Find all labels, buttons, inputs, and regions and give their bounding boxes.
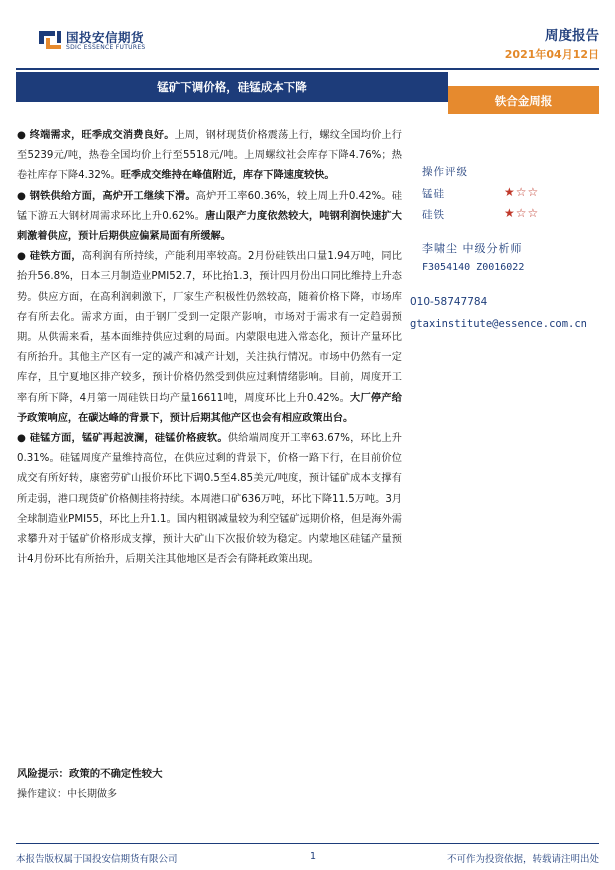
paragraph-steel-supply <box>17 187 402 248</box>
rating-name-fesi: 硅铁 <box>422 209 445 221</box>
paragraph-segment: 唐山限产力度依然较大，吨钢利润快速扩大刺激着供应，预计后期供应偏紧局面有所缓解。 <box>17 210 402 243</box>
rating-name-simn: 锰硅 <box>422 188 445 200</box>
rating-stars-simn: ★☆☆ <box>504 185 540 199</box>
paragraph-segment: ● 终端需求，旺季成交消费良好。 <box>17 130 175 141</box>
paragraph-silicomanganese <box>17 429 402 570</box>
rating-stars-fesi: ★☆☆ <box>504 206 540 220</box>
analyst-name: 李啸尘 中级分析师 <box>422 242 523 255</box>
contact-phone: 010-58747784 <box>410 296 488 308</box>
paragraph-segment: 高利润有所持续，产能利用率较高。2月份硅铁出口量1.94万吨，同比抬升56.8%，日本三月制造业PMI52.7，环比抬1.3，预计四月份出口同比维持上升态势。供应方面，在高利润刺激下，厂家生产积极性仍然较高，随着价格下降，市场库存有所去化。需求方面，由于钢厂受到一定限产影响，市场对于需求有一定趋弱预期。从供需来看，基本面维持供应过剩的局面。内蒙限电进入常态化，预计产量环比有所抬升。其他主产区有一定的减产和减产计划，关注执行情况。市场中仍然有一定库存，且宁夏地区排产较多，预计价格仍然受到供应过剩情绪影响。目前，周度开工率有所下降，4月第一周硅铁日均产量16611吨，周度环比上升0.42%。 <box>17 251 402 404</box>
analyst-certificate: F3054140 Z0016022 <box>422 262 525 273</box>
paragraph-segment: 供给端周度开工率63.67%，环比上升0.31%。硅锰周度产量维持高位，在供应过剩的背景下，价格一路下行，在目前价位成交有所好转，康密劳矿山报价环比下调0.5至4.85美元/吨度，预计锰矿成本支撑有所走弱，港口现货矿价格侧挂将持续。本周港口矿636万吨，环比下降11.5万吨。3月全球制造业PMI55，环比上升1.1。国内粗钢减量较为利空锰矿远期价格，但是海外需求攀升对于锰矿价格形成支撑，预计大矿山下次报价较为稳定。内蒙地区硅锰产量预计4月份环比有所抬升，后期关注其他地区是否会有降耗政策出现。 <box>17 433 402 566</box>
report-body <box>17 126 402 570</box>
paragraph-segment: ● 钢铁供给方面，高炉开工继续下滑。 <box>17 190 196 202</box>
report-type: 周度报告 <box>545 28 599 44</box>
logo-name-en: SDIC ESSENCE FUTURES <box>66 44 146 51</box>
side-tab-label: 铁合金周报 <box>494 94 553 108</box>
paragraph-segment: 高炉开工率60.36%，较上周上升0.42%。硅锰下游五大钢材周需求环比上升0.62%。 <box>17 190 402 222</box>
logo-name-cn: 国投安信期货 <box>66 30 145 45</box>
contact-email[interactable]: gtaxinstitute@essence.com.cn <box>410 318 588 330</box>
paragraph-segment: 旺季成交维持在峰值附近，库存下降速度较快。 <box>120 170 335 182</box>
paragraph-segment: 上周，钢材现货价格震荡上行，螺纹全国均价上行至5239元/吨，热卷全国均价上行至5518元/吨。上周螺纹社会库存下降4.76%；热卷社库存下降4.32%。 <box>17 130 402 182</box>
company-logo-icon <box>38 28 62 50</box>
report-date: 2021年04月12日 <box>504 48 599 61</box>
paragraph-segment: ● 硅锰方面，锰矿再起波澜，硅锰价格疲软。 <box>17 433 228 445</box>
risk-warning: 风险提示：政策的不确定性较大 <box>17 768 163 780</box>
page-number: 1 <box>310 851 317 862</box>
paragraph-demand <box>17 126 402 187</box>
footer-copyright: 本报告版权属于国投安信期货有限公司 <box>16 854 178 865</box>
footer-divider <box>16 843 599 844</box>
operation-advice: 操作建议：中长期做多 <box>17 789 117 800</box>
header-divider <box>16 68 599 70</box>
paragraph-segment: 大厂停产给予政策响应，在碳达峰的背景下，预计后期其他产区也会有相应政策出台。 <box>17 392 402 424</box>
paragraph-segment: ● 硅铁方面， <box>17 251 82 263</box>
footer-disclaimer: 不可作为投资依据，转载请注明出处 <box>446 854 599 865</box>
paragraph-ferrosilicon <box>17 247 402 429</box>
rating-heading: 操作评级 <box>422 166 468 178</box>
report-title: 锰矿下调价格，硅锰成本下降 <box>157 80 307 94</box>
